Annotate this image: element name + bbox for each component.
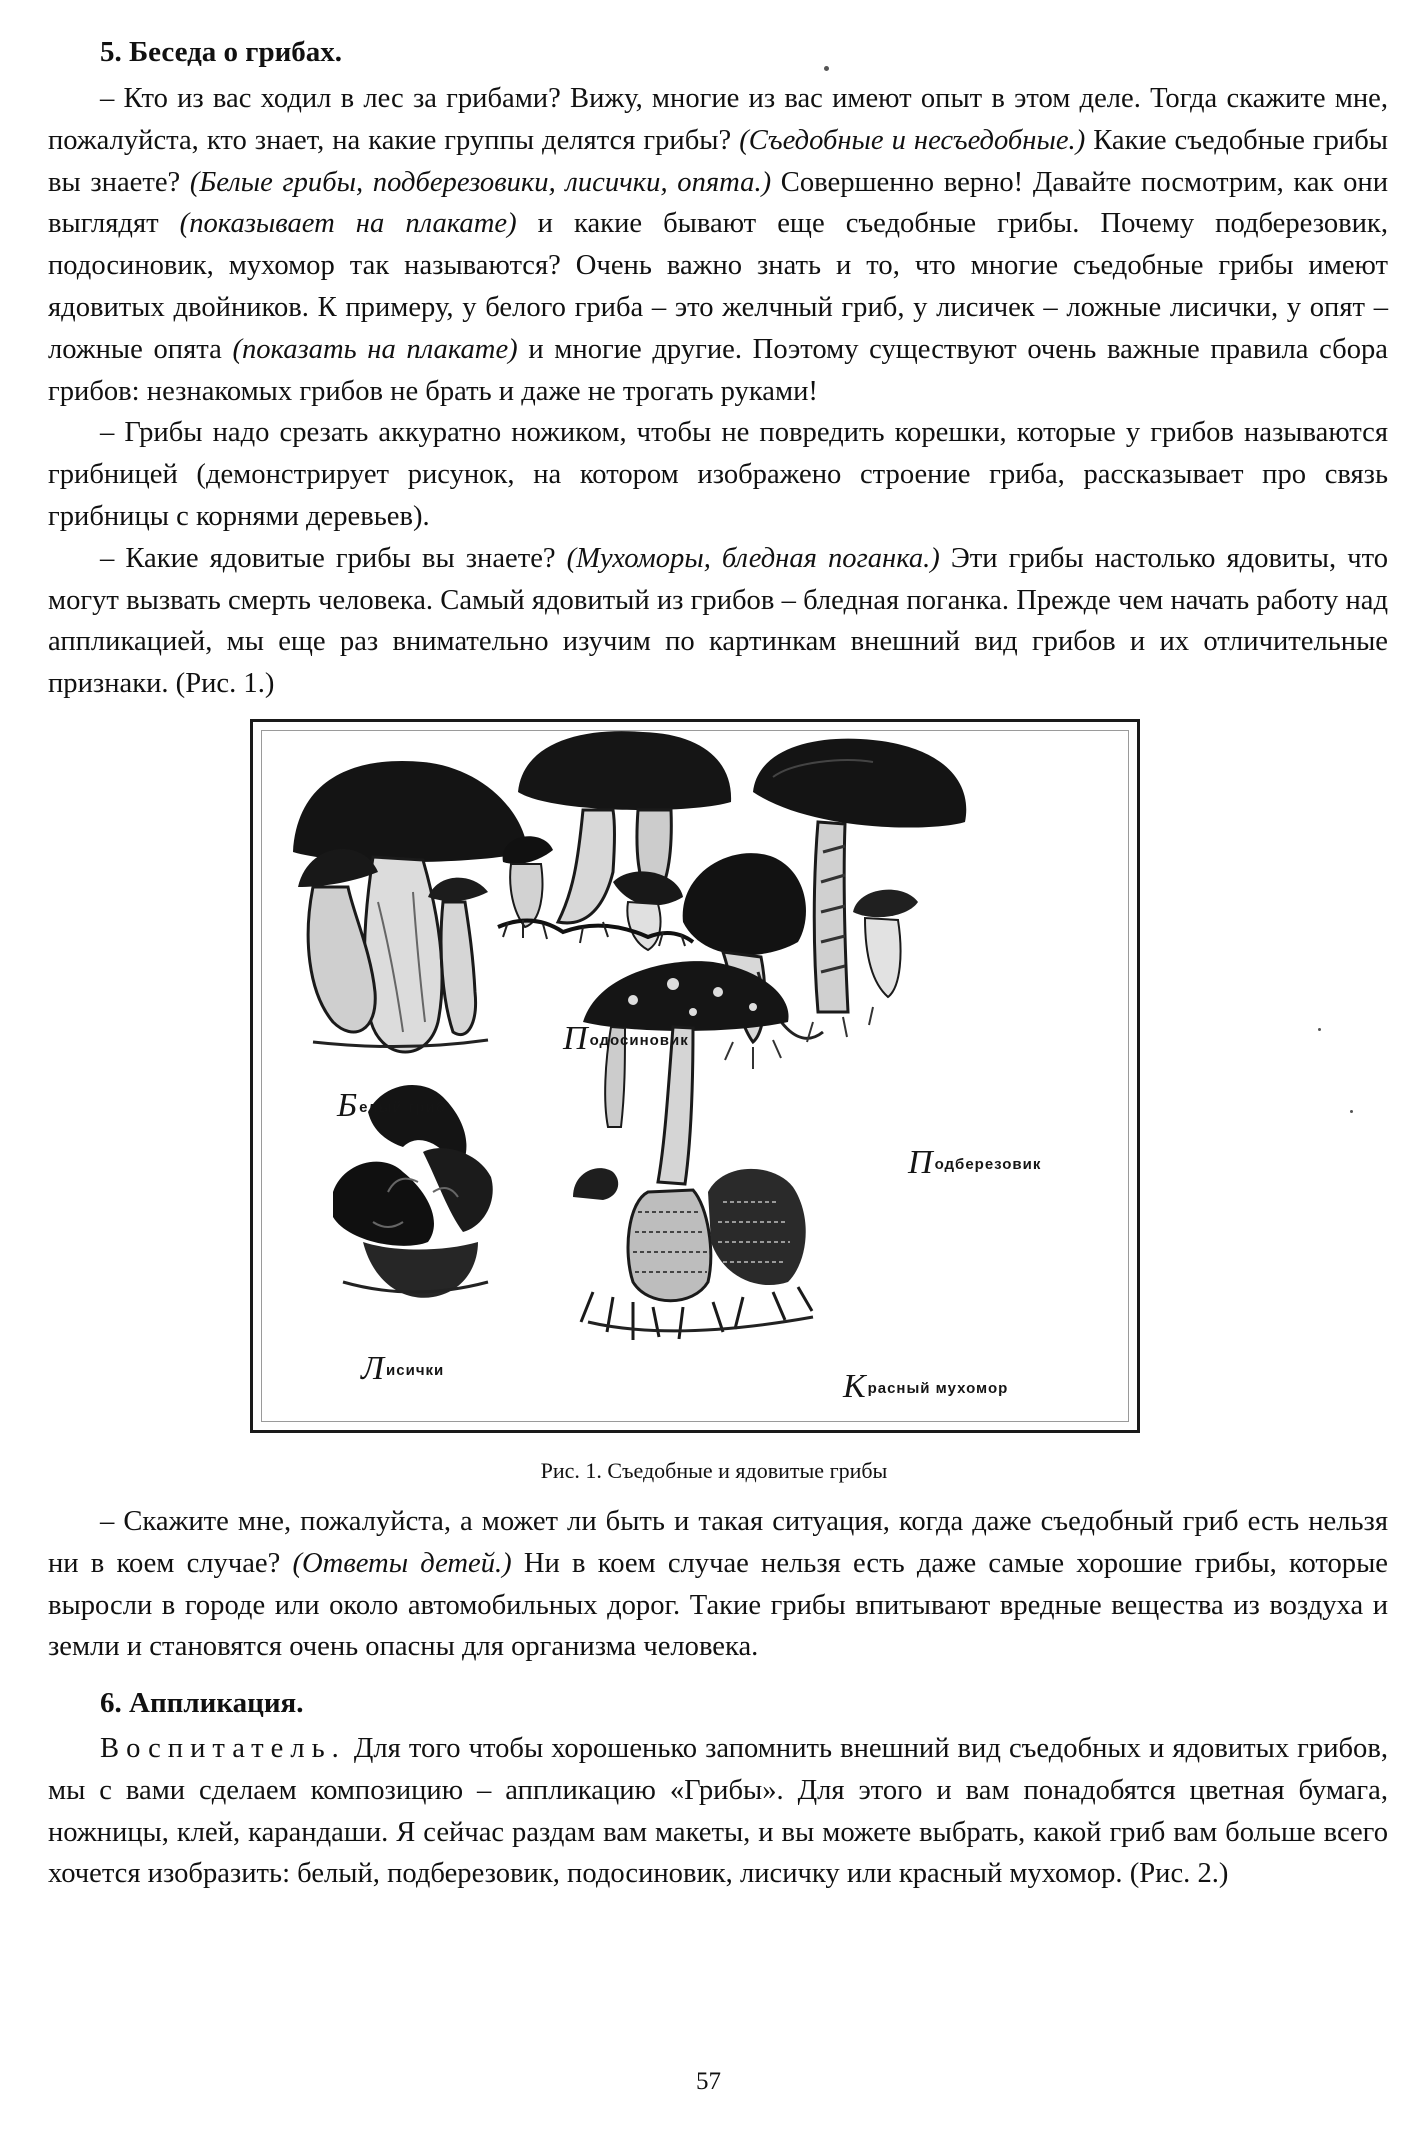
section-6-text: [48, 1728, 1388, 1895]
paragraph-5: [48, 1728, 1388, 1895]
text-run: Совершенно верно! Давайте посмотрим, как они выглядят: [48, 166, 1389, 240]
paragraph-4: [48, 1501, 1388, 1668]
italic-remark: (Белые грибы, подберезовики, лисички, опята.): [189, 166, 772, 198]
text-run: – Кто из вас ходил в лес за грибами? Вижу, многие из вас имеют опыт в этом деле. Тогда скажите мне, пожалуйста, кто знает, на какие группы делятся грибы?: [48, 83, 1388, 156]
text-run: Ни в коем случае нельзя есть даже самые хорошие грибы, которые выросли в городе или около автомобильных дорог. Такие грибы впитывают вредные вещества из воздуха и земли и становятся очень опасны для организма человека.: [48, 1547, 1388, 1663]
label-krasniy-mukhomor: Красный мухомор: [843, 1368, 1009, 1405]
label-lisichki: Лисички: [361, 1350, 445, 1387]
italic-remark: (Съедобные и несъедобные.): [739, 124, 1086, 156]
scan-speck: [1318, 1028, 1321, 1031]
italic-remark: (Мухоморы, бледная поганка.): [566, 542, 940, 574]
figure-caption: Рис. 1. Съедобные и ядовитые грибы: [540, 1458, 888, 1483]
label-podosinovik: Подосиновик: [563, 1020, 689, 1057]
label-beliy-grib: Белый гриб: [337, 1087, 447, 1124]
section-5-text: [48, 78, 1388, 705]
mushroom-figure: [250, 719, 1140, 1433]
speaker-label: Воспитатель.: [100, 1733, 346, 1764]
label-podberezovik: Подберезовик: [908, 1144, 1042, 1181]
mushroom-illustration: [253, 722, 1123, 1416]
section-5-heading: 5. Беседа о грибах.: [100, 36, 343, 68]
text-run: – Какие ядовитые грибы вы знаете?: [100, 542, 567, 574]
after-figure-text: [48, 1501, 1388, 1668]
paragraph-2: [48, 412, 1388, 537]
italic-remark: (показывает на плакате): [179, 208, 517, 240]
text-run: Для того чтобы хорошенько запомнить внешний вид съедобных и ядовитых грибов, мы с вами сделаем композицию – аппликацию «Грибы». Для этого и вам понадобятся цветная бумага, ножницы, клей, карандаши. Я сейчас раздам вам макеты, и вы можете выбрать, какой гриб вам больше всего хочется изобразить: белый, подберезовик, подосиновик, лисичку или красный мухомор. (Рис. 2.): [48, 1733, 1388, 1890]
text-run: Эти грибы настолько ядовиты, что могут вызвать смерть человека. Самый ядовитый из грибов – бледная поганка. Прежде чем начать работу над аппликацией, мы еще раз внимательно изучим по картинкам внешний вид грибов и их отличительные признаки. (Рис. 1.): [48, 542, 1388, 700]
scan-speck: [824, 66, 829, 71]
scan-speck: [1350, 1110, 1353, 1113]
text-run: Какие съедобные грибы вы знаете?: [48, 124, 1388, 198]
text-run: – Скажите мне, пожалуйста, а может ли быть и такая ситуация, когда даже съедобный гриб есть нельзя ни в коем случае?: [48, 1506, 1388, 1579]
beliy-grib-drawing: [293, 761, 528, 1052]
text-run: – Грибы надо срезать аккуратно ножиком, чтобы не повредить корешки, которые у грибов называются грибницей (демонстрирует рисунок, на котором изображено строение гриба, рассказывает про связь грибницы с корнями деревьев).: [48, 417, 1388, 532]
italic-remark: (показать на плакате): [232, 333, 518, 365]
italic-remark: (Ответы детей.): [292, 1547, 512, 1579]
text-run: и многие другие. Поэтому существуют очень важные правила сбора грибов: незнакомых грибов не брать и даже не трогать руками!: [48, 333, 1389, 407]
paragraph-3: [48, 538, 1388, 705]
mukhomor-drawing: [573, 961, 813, 1340]
text-run: и какие бывают еще съедобные грибы. Почему подберезовик, подосиновик, мухомор так называются? Очень важно знать и то, что многие съедобные грибы имеют ядовитых двойников. К примеру, у белого гриба – это желчный гриб, у лисичек – ложные лисички, у опят – ложные опята: [48, 208, 1388, 365]
section-6-heading: 6. Аппликация.: [100, 1687, 304, 1719]
paragraph-1: [48, 78, 1388, 412]
page-number: 57: [696, 2068, 721, 2095]
